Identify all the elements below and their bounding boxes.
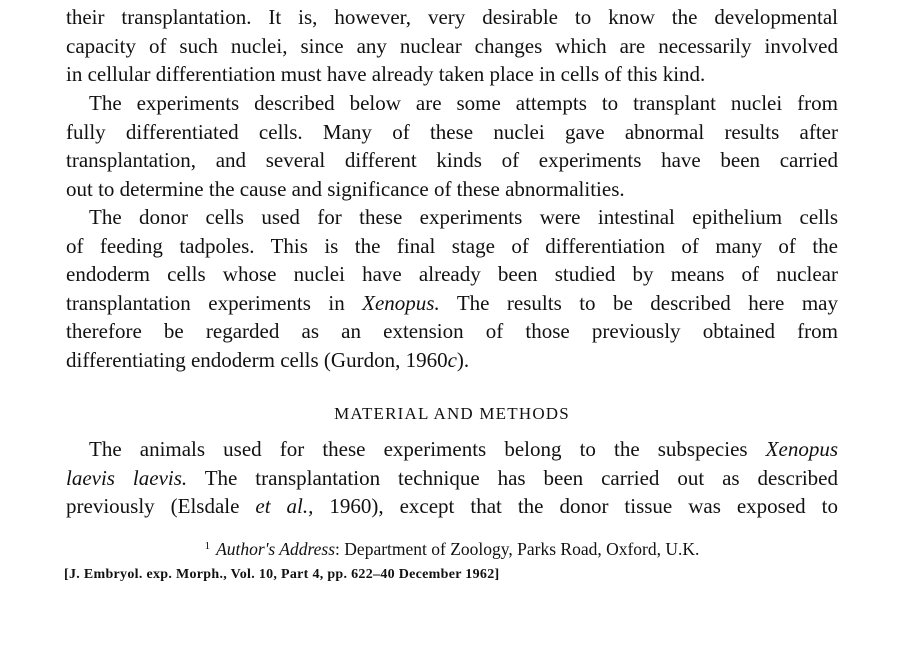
text-line: of feeding tadpoles. This is the final stage of differentiation of many of the (66, 233, 838, 258)
text-segment: The transplantation technique has been carried out as described (187, 465, 838, 490)
journal-citation: [J. Embryol. exp. Morph., Vol. 10, Part 4, pp. 622–40 December 1962] (64, 567, 500, 582)
text-line (66, 346, 838, 375)
italic-species-name: Xenopus. (362, 290, 440, 315)
text-line: The donor cells used for these experiments were intestinal epithelium cells (89, 205, 838, 229)
text-line: out to determine the cause and significance of these abnormalities. (66, 176, 625, 201)
italic-subspecies-name: laevis laevis. (66, 465, 188, 490)
text-line (66, 289, 838, 318)
text-segment: previously (Elsdale (66, 494, 256, 519)
text-segment: The results to be described here may (439, 290, 838, 315)
paragraph-donor-cells (66, 203, 838, 375)
text-line (66, 435, 838, 464)
text-segment: 1960), except that the donor tissue was exposed to (313, 494, 838, 519)
paragraph-animals (66, 435, 838, 521)
text-line: The experiments described below are some attempts to transplant nuclei from (89, 91, 838, 115)
text-segment: ). (456, 347, 470, 372)
text-line: endoderm cells whose nuclei have already been studied by means of nuclear (66, 262, 838, 287)
paragraph-intro-continued (66, 3, 838, 89)
text-segment: differentiating endoderm cells (Gurdon, 1960 (66, 347, 448, 372)
text-line: their transplantation. It is, however, very desirable to know the developmental (66, 5, 838, 29)
italic-reference-suffix: c (447, 347, 457, 372)
footnote-text: : Department of Zoology, Parks Road, Oxford, U.K. (335, 539, 700, 559)
text-line (66, 492, 838, 521)
text-line: transplantation, and several different kinds of experiments have been carried (66, 148, 838, 173)
italic-et-al: et al., (255, 494, 314, 519)
text-line: capacity of such nuclei, since any nuclear changes which are necessarily involved (66, 33, 838, 58)
text-line: in cellular differentiation must have already taken place in cells of this kind. (66, 62, 706, 87)
section-heading: MATERIAL AND METHODS (334, 404, 570, 423)
author-address-footnote (66, 539, 838, 560)
text-segment: The animals used for these experiments belong to the subspecies (89, 437, 766, 461)
text-line: therefore be regarded as an extension of those previously obtained from (66, 319, 838, 344)
text-line: fully differentiated cells. Many of these nuclei gave abnormal results after (66, 119, 838, 144)
text-segment: transplantation experiments in (66, 290, 363, 315)
paragraph-experiments (66, 89, 838, 203)
text-line (66, 464, 838, 493)
italic-species-name: Xenopus (765, 437, 838, 461)
footnote-marker: 1 (204, 540, 211, 552)
footnote-label: Author's Address (216, 539, 336, 559)
